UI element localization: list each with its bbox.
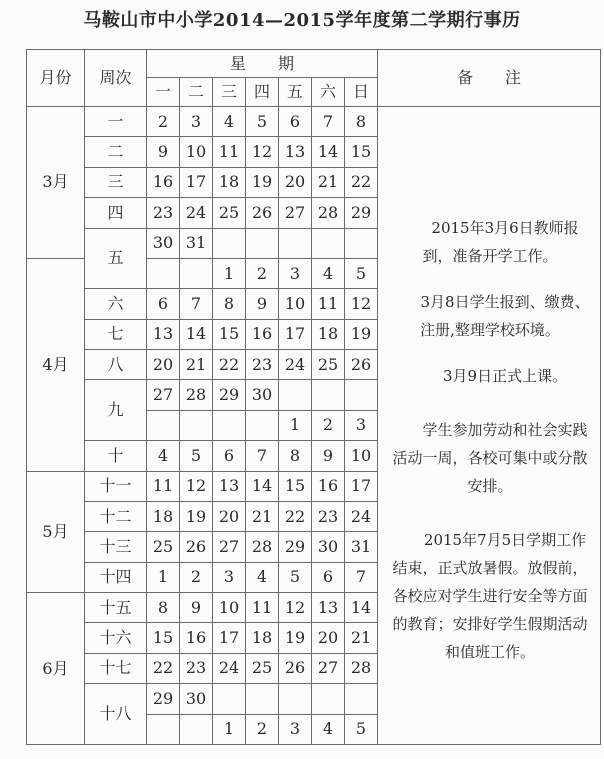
table-row <box>27 107 601 137</box>
day-cell: 28 <box>345 653 378 683</box>
remarks-text <box>378 186 600 666</box>
remark-paragraph: 3月8日学生报到、缴费、注册,整理学校环境。 <box>420 292 590 339</box>
day-cell: 24 <box>345 501 378 531</box>
day-cell: 10 <box>213 593 246 623</box>
day-cell: 7 <box>312 107 345 137</box>
day-cell: 25 <box>246 653 279 683</box>
day-cell <box>246 684 279 714</box>
day-cell <box>180 410 213 440</box>
header-day: 六 <box>312 78 345 107</box>
day-cell: 28 <box>246 532 279 562</box>
remark-spacer <box>390 500 590 526</box>
day-cell: 9 <box>312 441 345 471</box>
day-cell: 19 <box>180 501 213 531</box>
day-cell: 24 <box>180 198 213 228</box>
week-number: 十三 <box>85 532 147 562</box>
day-cell: 19 <box>279 623 312 653</box>
day-cell: 17 <box>180 167 213 197</box>
day-cell <box>213 228 246 258</box>
day-cell: 23 <box>246 350 279 380</box>
day-cell: 27 <box>147 380 180 410</box>
day-cell: 2 <box>246 714 279 745</box>
day-cell: 29 <box>345 198 378 228</box>
day-cell: 29 <box>213 380 246 410</box>
day-cell: 10 <box>180 137 213 167</box>
day-cell: 6 <box>312 562 345 592</box>
day-cell: 15 <box>279 471 312 501</box>
day-cell <box>246 228 279 258</box>
day-cell: 15 <box>213 319 246 349</box>
week-number: 十八 <box>85 684 147 745</box>
day-cell <box>279 684 312 714</box>
month-label: 5月 <box>27 471 85 593</box>
day-cell <box>279 380 312 410</box>
day-cell: 31 <box>345 532 378 562</box>
day-cell: 7 <box>246 441 279 471</box>
day-cell: 16 <box>246 319 279 349</box>
day-cell: 18 <box>213 167 246 197</box>
day-cell: 31 <box>180 228 213 258</box>
day-cell: 1 <box>147 562 180 592</box>
remark-spacer <box>390 344 590 362</box>
header-weekday-group: 星 期 <box>147 50 378 78</box>
day-cell: 3 <box>213 562 246 592</box>
day-cell: 24 <box>279 350 312 380</box>
day-cell: 18 <box>147 501 180 531</box>
day-cell: 26 <box>180 532 213 562</box>
day-cell: 6 <box>147 289 180 319</box>
day-cell: 25 <box>213 198 246 228</box>
day-cell: 20 <box>147 350 180 380</box>
week-number: 十六 <box>85 623 147 653</box>
day-cell: 23 <box>147 198 180 228</box>
day-cell: 8 <box>147 593 180 623</box>
day-cell: 27 <box>312 653 345 683</box>
day-cell: 15 <box>345 137 378 167</box>
day-cell: 13 <box>213 471 246 501</box>
day-cell: 9 <box>147 137 180 167</box>
day-cell: 10 <box>279 289 312 319</box>
day-cell: 27 <box>213 532 246 562</box>
day-cell: 2 <box>312 410 345 440</box>
week-number: 十 <box>85 441 147 471</box>
day-cell <box>312 684 345 714</box>
day-cell: 4 <box>213 107 246 137</box>
day-cell: 8 <box>345 107 378 137</box>
day-cell <box>180 258 213 288</box>
remark-paragraph: 2015年3月6日教师报到，准备开学工作。 <box>422 218 579 265</box>
header-day: 一 <box>147 78 180 107</box>
day-cell: 5 <box>246 107 279 137</box>
day-cell: 30 <box>147 228 180 258</box>
day-cell: 8 <box>213 289 246 319</box>
remark-paragraph: 3月9日正式上课。 <box>443 366 568 385</box>
day-cell: 5 <box>279 562 312 592</box>
day-cell: 19 <box>246 167 279 197</box>
day-cell: 17 <box>279 319 312 349</box>
header-remarks: 备 注 <box>378 50 601 107</box>
day-cell: 18 <box>246 623 279 653</box>
day-cell: 4 <box>312 258 345 288</box>
day-cell: 13 <box>312 593 345 623</box>
week-number: 十二 <box>85 501 147 531</box>
day-cell: 20 <box>279 167 312 197</box>
day-cell: 14 <box>246 471 279 501</box>
day-cell: 7 <box>180 289 213 319</box>
day-cell: 22 <box>279 501 312 531</box>
week-number: 十五 <box>85 593 147 623</box>
day-cell: 29 <box>147 684 180 714</box>
day-cell <box>246 410 279 440</box>
day-cell: 30 <box>246 380 279 410</box>
page-title: 马鞍山市中小学2014—2015学年度第二学期行事历 <box>83 10 521 31</box>
school-calendar-table <box>26 49 601 745</box>
day-cell <box>345 380 378 410</box>
day-cell <box>147 410 180 440</box>
day-cell: 2 <box>147 107 180 137</box>
day-cell: 21 <box>246 501 279 531</box>
day-cell: 30 <box>180 684 213 714</box>
day-cell: 12 <box>345 289 378 319</box>
day-cell <box>180 714 213 745</box>
day-cell: 22 <box>213 350 246 380</box>
day-cell: 1 <box>213 714 246 745</box>
header-day: 二 <box>180 78 213 107</box>
day-cell <box>147 714 180 745</box>
day-cell: 29 <box>279 532 312 562</box>
day-cell <box>345 684 378 714</box>
day-cell: 24 <box>213 653 246 683</box>
day-cell: 12 <box>246 137 279 167</box>
day-cell: 16 <box>312 471 345 501</box>
day-cell: 30 <box>312 532 345 562</box>
day-cell: 5 <box>345 714 378 745</box>
day-cell: 28 <box>180 380 213 410</box>
day-cell: 11 <box>312 289 345 319</box>
day-cell: 13 <box>147 319 180 349</box>
day-cell: 5 <box>180 441 213 471</box>
day-cell: 5 <box>345 258 378 288</box>
day-cell: 26 <box>279 653 312 683</box>
day-cell: 25 <box>312 350 345 380</box>
day-cell: 22 <box>345 167 378 197</box>
remark-spacer <box>390 270 590 288</box>
day-cell: 12 <box>279 593 312 623</box>
header-day: 日 <box>345 78 378 107</box>
remark-spacer <box>390 390 590 416</box>
day-cell: 9 <box>246 289 279 319</box>
day-cell: 3 <box>279 714 312 745</box>
day-cell <box>213 684 246 714</box>
day-cell: 19 <box>345 319 378 349</box>
day-cell: 3 <box>180 107 213 137</box>
header-day: 三 <box>213 78 246 107</box>
month-label: 6月 <box>27 593 85 745</box>
day-cell: 23 <box>180 653 213 683</box>
day-cell: 16 <box>147 167 180 197</box>
day-cell: 14 <box>312 137 345 167</box>
day-cell <box>213 410 246 440</box>
week-number: 一 <box>85 107 147 137</box>
header-day: 四 <box>246 78 279 107</box>
day-cell: 4 <box>312 714 345 745</box>
day-cell: 2 <box>180 562 213 592</box>
day-cell: 21 <box>345 623 378 653</box>
day-cell: 6 <box>279 107 312 137</box>
month-label: 3月 <box>27 107 85 259</box>
day-cell: 21 <box>312 167 345 197</box>
day-cell: 21 <box>180 350 213 380</box>
month-label: 4月 <box>27 258 85 471</box>
week-number: 八 <box>85 350 147 380</box>
day-cell: 26 <box>345 350 378 380</box>
header-day: 五 <box>279 78 312 107</box>
day-cell <box>312 228 345 258</box>
day-cell: 18 <box>312 319 345 349</box>
week-number: 七 <box>85 319 147 349</box>
week-number: 五 <box>85 228 147 289</box>
week-number: 三 <box>85 167 147 197</box>
day-cell: 14 <box>345 593 378 623</box>
day-cell: 17 <box>213 623 246 653</box>
day-cell: 22 <box>147 653 180 683</box>
week-number: 十四 <box>85 562 147 592</box>
day-cell: 7 <box>345 562 378 592</box>
day-cell: 16 <box>180 623 213 653</box>
day-cell: 2 <box>246 258 279 288</box>
header-week: 周次 <box>85 50 147 107</box>
day-cell: 17 <box>345 471 378 501</box>
day-cell: 26 <box>246 198 279 228</box>
day-cell: 28 <box>312 198 345 228</box>
day-cell: 20 <box>312 623 345 653</box>
day-cell: 3 <box>279 258 312 288</box>
day-cell: 11 <box>246 593 279 623</box>
header-month: 月份 <box>27 50 85 107</box>
day-cell: 14 <box>180 319 213 349</box>
week-number: 十一 <box>85 471 147 501</box>
remark-paragraph: 2015年7月5日学期工作结束，正式放暑假。放假前，各校应对学生进行安全等方面的教育；安排好学生假期活动和值班工作。 <box>392 530 588 661</box>
day-cell: 23 <box>312 501 345 531</box>
day-cell <box>147 258 180 288</box>
day-cell: 15 <box>147 623 180 653</box>
day-cell: 6 <box>213 441 246 471</box>
day-cell: 11 <box>147 471 180 501</box>
week-number: 四 <box>85 198 147 228</box>
day-cell <box>312 380 345 410</box>
day-cell <box>279 228 312 258</box>
remarks-cell <box>378 107 601 745</box>
week-number: 二 <box>85 137 147 167</box>
day-cell: 11 <box>213 137 246 167</box>
day-cell: 27 <box>279 198 312 228</box>
week-number: 九 <box>85 380 147 441</box>
day-cell: 20 <box>213 501 246 531</box>
week-number: 六 <box>85 289 147 319</box>
day-cell: 3 <box>345 410 378 440</box>
day-cell: 1 <box>279 410 312 440</box>
day-cell: 8 <box>279 441 312 471</box>
day-cell: 25 <box>147 532 180 562</box>
day-cell: 1 <box>213 258 246 288</box>
day-cell: 10 <box>345 441 378 471</box>
day-cell <box>345 228 378 258</box>
day-cell: 4 <box>246 562 279 592</box>
week-number: 十七 <box>85 653 147 683</box>
remark-paragraph: 学生参加劳动和社会实践活动一周，各校可集中或分散安排。 <box>392 420 588 495</box>
day-cell: 9 <box>180 593 213 623</box>
day-cell: 12 <box>180 471 213 501</box>
day-cell: 13 <box>279 137 312 167</box>
day-cell: 4 <box>147 441 180 471</box>
